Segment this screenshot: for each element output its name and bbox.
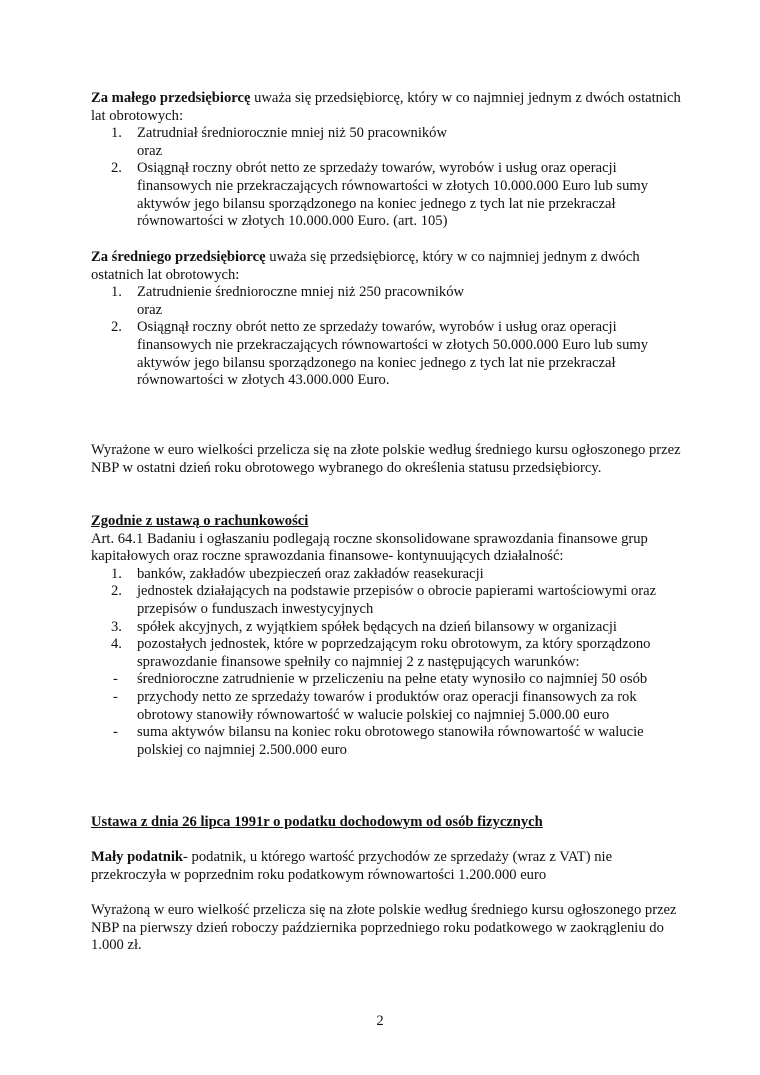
medium-entrepreneur-criteria: [91, 284, 681, 390]
tax-euro-conversion-text: Wyrażoną w euro wielkość przelicza się na złote polskie według średniego kursu ogłoszonego przez NBP na pierwszy dzień roboczy października poprzedniego roku podatkowego w zaokrągleniu do 1.000 zł.: [91, 902, 677, 954]
dash-marker: -: [113, 688, 118, 705]
list-item: [91, 689, 681, 724]
small-entrepreneur-section: [91, 90, 681, 231]
small-taxpayer-section: [91, 849, 681, 884]
list-item: [91, 125, 681, 143]
list-item: [91, 160, 681, 230]
page-number: 2: [376, 1013, 384, 1029]
list-item: [91, 583, 681, 618]
small-entrepreneur-intro-text: uważa się przedsiębiorcę, który w co najmniej jednym z dwóch ostatnich lat obrotowych:: [91, 90, 681, 124]
small-entrepreneur-criteria: [91, 125, 681, 231]
list-number: 2.: [111, 319, 122, 336]
list-item: [91, 636, 681, 671]
list-item: [91, 566, 681, 584]
list-number: 1.: [111, 125, 122, 142]
list-item: [91, 619, 681, 637]
income-tax-act-heading: Ustawa z dnia 26 lipca 1991r o podatku dochodowym od osób fizycznych: [91, 814, 543, 830]
list-item-text: Zatrudniał średniorocznie mniej niż 50 pracowników: [137, 125, 448, 142]
list-item-text: pozostałych jednostek, które w poprzedzającym roku obrotowym, za który sporządzono sprawozdanie finansowe spełniły co najmniej 2 z następujących warunków:: [137, 636, 651, 670]
medium-entrepreneur-term: Za średniego przedsiębiorcę: [91, 249, 266, 265]
dash-marker: -: [113, 671, 118, 688]
medium-entrepreneur-section: [91, 249, 681, 390]
list-item-text: banków, zakładów ubezpieczeń oraz zakładów reasekuracji: [137, 565, 484, 582]
list-item-text: suma aktywów bilansu na koniec roku obrotowego stanowiła równowartość w walucie polskiej co najmniej 2.500.000 euro: [137, 724, 644, 758]
small-entrepreneur-term: Za małego przedsiębiorcę: [91, 90, 251, 106]
list-number: 1.: [111, 565, 122, 582]
accounting-act-heading: Zgodnie z ustawą o rachunkowości: [91, 513, 309, 529]
list-item-text: jednostek działających na podstawie przepisów o obrocie papierami wartościowymi oraz przepisów o funduszach inwestycyjnych: [137, 583, 657, 617]
connector-oraz: oraz: [137, 142, 163, 159]
euro-conversion-text: Wyrażone w euro wielkości przelicza się na złote polskie według średniego kursu ogłoszonego przez NBP w ostatni dzień roku obrotowego wybranego do określenia statusu przedsiębiorcy.: [91, 442, 681, 476]
list-item-text: przychody netto ze sprzedaży towarów i produktów oraz operacji finansowych za rok obrotowy stanowiły równowartość w walucie polskiej co najmniej 5.000.00 euro: [137, 688, 637, 723]
small-taxpayer-definition: [91, 849, 681, 884]
list-item: [91, 284, 681, 302]
list-number: 2.: [111, 160, 122, 177]
list-item: [91, 319, 681, 389]
list-item: [91, 671, 681, 689]
list-number: 3.: [111, 618, 122, 635]
accounting-act-conditions: [91, 671, 681, 759]
list-number: 1.: [111, 284, 122, 301]
list-item-text: Osiągnął roczny obrót netto ze sprzedaży towarów, wyrobów i usług oraz operacji finansowych nie przekraczających równowartości w złotych 50.000.000 Euro lub sumy aktywów jego bilansu sporządzonego na koniec jednego z tych lat nie przekraczał równowartości w złotych 43.000.000 Euro.: [137, 319, 649, 389]
euro-conversion-note: [91, 442, 681, 477]
list-item-text: średnioroczne zatrudnienie w przeliczeniu na pełne etaty wynosiło co najmniej 50 osób: [137, 671, 648, 688]
list-item-text: Zatrudnienie średnioroczne mniej niż 250 pracowników: [137, 284, 465, 301]
accounting-act-section: [91, 513, 681, 759]
dash-marker: -: [113, 724, 118, 741]
accounting-act-intro: Art. 64.1 Badaniu i ogłaszaniu podlegają roczne skonsolidowane sprawozdania finansowe grup kapitałowych oraz roczne sprawozdania finansowe- kontynuujących działalność:: [91, 530, 648, 565]
income-tax-act-section: [91, 814, 681, 832]
list-number: 4.: [111, 636, 122, 653]
tax-euro-conversion-note: [91, 902, 681, 955]
medium-entrepreneur-intro-text: uważa się przedsiębiorcę, który w co najmniej jednym z dwóch ostatnich lat obrotowych:: [91, 249, 640, 283]
list-item: [91, 724, 681, 759]
connector-oraz: oraz: [137, 301, 163, 318]
list-item-text: spółek akcyjnych, z wyjątkiem spółek będących na dzień bilansowy w organizacji: [137, 618, 617, 635]
list-item-text: Osiągnął roczny obrót netto ze sprzedaży towarów, wyrobów i usług oraz operacji finansowych nie przekraczających równowartości w złotych 10.000.000 Euro lub sumy aktywów jego bilansu sporządzonego na koniec jednego z tych lat nie przekraczał równowartości w złotych 10.000.000 Euro. (art. 105): [137, 160, 649, 230]
medium-entrepreneur-intro: [91, 249, 681, 284]
small-taxpayer-text: - podatnik, u którego wartość przychodów ze sprzedaży (wraz z VAT) nie przekroczyła w poprzednim roku podatkowym równowartości 1.200.000 euro: [91, 849, 613, 883]
list-number: 2.: [111, 583, 122, 600]
small-taxpayer-term: Mały podatnik: [91, 849, 184, 865]
accounting-act-entities: [91, 566, 681, 672]
small-entrepreneur-intro: [91, 90, 681, 125]
